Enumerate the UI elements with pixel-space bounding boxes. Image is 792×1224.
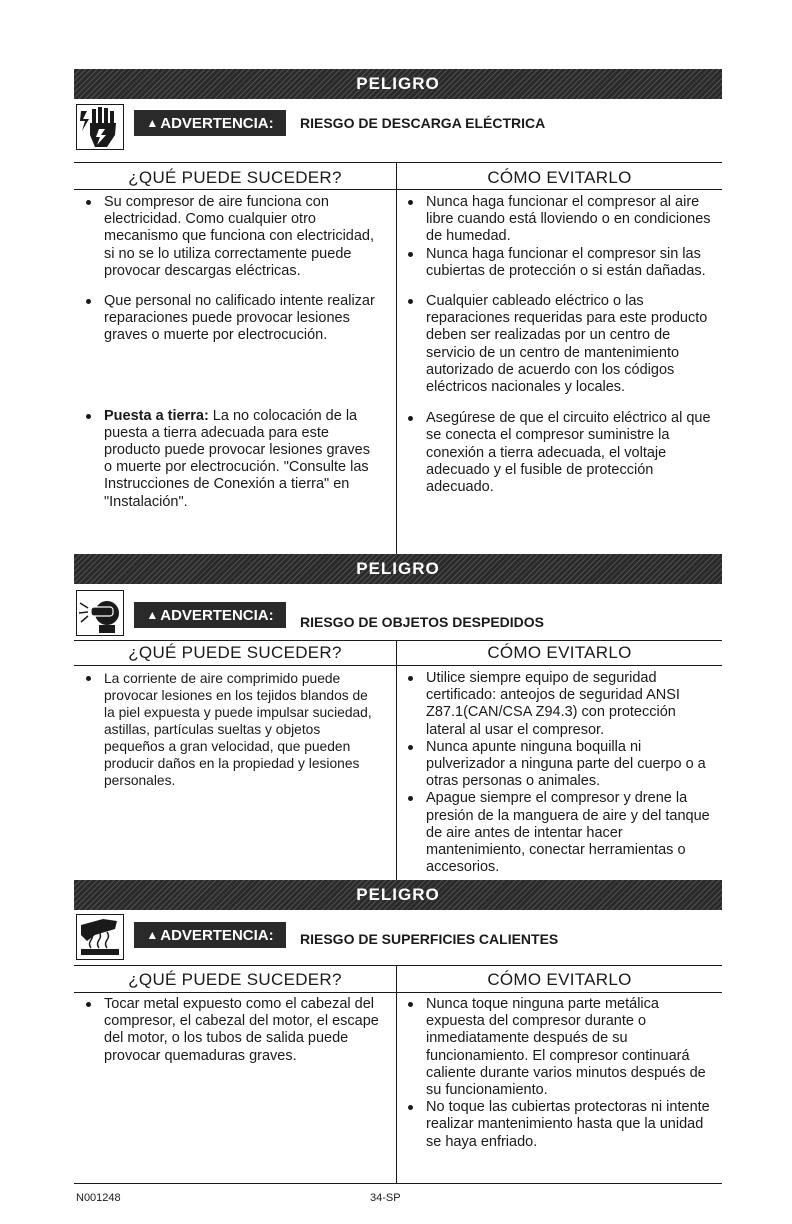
list-item: La corriente de aire comprimido puede provocar lesiones en los tejidos blandos de la piel expuesta y puede impulsar suciedad, astillas, partículas sueltas y objetos pequeños a gran velocidad, que pueden producir daños en la propiedad y lesiones personales. bbox=[80, 670, 380, 789]
warning-row bbox=[76, 590, 724, 630]
what-can-happen-heading: ¿QUÉ PUEDE SUCEDER? bbox=[128, 970, 342, 989]
warning-row bbox=[76, 914, 724, 954]
list-item: Nunca haga funcionar el compresor sin las cubiertas de protección o si están dañadas. bbox=[402, 246, 712, 280]
badge-label: ADVERTENCIA: bbox=[160, 606, 274, 624]
prevention-list bbox=[402, 670, 712, 891]
document-code: N001248 bbox=[76, 1192, 121, 1204]
list-item: Apague siempre el compresor y drene la presión de la manguera de aire y del tanque de aire antes de intentar hacer mantenimiento, conectar herramientas o accesorios. bbox=[402, 790, 712, 876]
risk-title: RIESGO DE DESCARGA ELÉCTRICA bbox=[300, 115, 546, 131]
divider bbox=[74, 992, 722, 993]
warning-row bbox=[76, 104, 724, 144]
divider bbox=[74, 640, 722, 641]
divider bbox=[74, 189, 722, 190]
prevention-list bbox=[402, 996, 712, 1166]
divider bbox=[74, 665, 722, 666]
what-can-happen-heading: ¿QUÉ PUEDE SUCEDER? bbox=[128, 643, 342, 662]
column-divider bbox=[396, 162, 397, 554]
warning-badge bbox=[134, 922, 286, 948]
grounding-text: La no colocación de la puesta a tierra adecuada para este producto puede provocar lesiones graves o muerte por electrocución. "Consulte las Instrucciones de Conexión a tierra" en "Instalación". bbox=[104, 407, 370, 510]
warning-badge bbox=[134, 110, 286, 136]
divider bbox=[74, 162, 722, 163]
risk-title: RIESGO DE SUPERFICIES CALIENTES bbox=[300, 931, 559, 947]
list-item: Nunca apunte ninguna boquilla ni pulverizador a ninguna parte del cuerpo o a otras personas o animales. bbox=[402, 739, 712, 791]
list-item: Nunca toque ninguna parte metálica expuesta del compresor durante o inmediatamente después de su funcionamiento. El compresor continuará caliente durante varios minutos después de su funcionamiento. bbox=[402, 996, 712, 1099]
column-divider bbox=[396, 965, 397, 1183]
grounding-label: Puesta a tierra: bbox=[104, 407, 209, 424]
list-item: Asegúrese de que el circuito eléctrico al que se conecta el compresor suministre la conexión a tierra adecuada, el voltaje adecuado y el fusible de protección adecuado. bbox=[402, 410, 712, 496]
how-to-prevent-heading: CÓMO EVITARLO bbox=[487, 970, 632, 989]
hazard-list bbox=[80, 996, 380, 1080]
hot-surface-icon bbox=[76, 914, 124, 960]
badge-label: ADVERTENCIA: bbox=[160, 114, 274, 132]
divider bbox=[74, 965, 722, 966]
list-item: Cualquier cableado eléctrico o las reparaciones requeridas para este producto deben ser realizadas por un centro de servicio de un centro de mantenimiento autorizado de acuerdo con los códigos eléctricos nacionales y locales. bbox=[402, 293, 712, 396]
banner-label: PELIGRO bbox=[356, 885, 440, 904]
list-item bbox=[80, 408, 380, 511]
divider bbox=[74, 1183, 722, 1184]
what-can-happen-heading: ¿QUÉ PUEDE SUCEDER? bbox=[128, 168, 342, 187]
hazard-list bbox=[80, 194, 380, 526]
warning-triangle-icon: ▲ bbox=[146, 608, 159, 622]
page-number: 34-SP bbox=[370, 1192, 401, 1204]
list-item: Su compresor de aire funciona con electricidad. Como cualquier otro mecanismo que funciona con electricidad, si no se lo utiliza correctamente puede provocar descargas eléctricas. bbox=[80, 194, 380, 280]
warning-triangle-icon: ▲ bbox=[146, 928, 159, 942]
list-item: Utilice siempre equipo de seguridad certificado: anteojos de seguridad ANSI Z87.1(CAN/CSA Z94.3) con protección lateral al usar el compresor. bbox=[402, 670, 712, 739]
hazard-list bbox=[80, 670, 380, 804]
list-item: No toque las cubiertas protectoras ni intente realizar mantenimiento hasta que la unidad se haya enfriado. bbox=[402, 1099, 712, 1151]
badge-label: ADVERTENCIA: bbox=[160, 926, 274, 944]
column-divider bbox=[396, 640, 397, 882]
banner-label: PELIGRO bbox=[356, 74, 440, 93]
banner-label: PELIGRO bbox=[356, 559, 440, 578]
risk-title: RIESGO DE OBJETOS DESPEDIDOS bbox=[300, 614, 545, 630]
how-to-prevent-heading: CÓMO EVITARLO bbox=[487, 168, 632, 187]
warning-triangle-icon: ▲ bbox=[146, 116, 159, 130]
list-item: Que personal no calificado intente realizar reparaciones puede provocar lesiones graves o muerte por electrocución. bbox=[80, 293, 380, 345]
prevention-list bbox=[402, 194, 712, 511]
danger-banner bbox=[74, 554, 722, 584]
warning-badge bbox=[134, 602, 286, 628]
list-item: Nunca haga funcionar el compresor al aire libre cuando está lloviendo o en condiciones de humedad. bbox=[402, 194, 712, 246]
danger-banner bbox=[74, 880, 722, 910]
list-item: Tocar metal expuesto como el cabezal del compresor, el cabezal del motor, el escape del motor, o los tubos de salida puede provocar quemaduras graves. bbox=[80, 996, 380, 1065]
electric-shock-icon bbox=[76, 104, 124, 150]
safety-goggles-icon bbox=[76, 590, 124, 636]
how-to-prevent-heading: CÓMO EVITARLO bbox=[487, 643, 632, 662]
danger-banner bbox=[74, 69, 722, 99]
